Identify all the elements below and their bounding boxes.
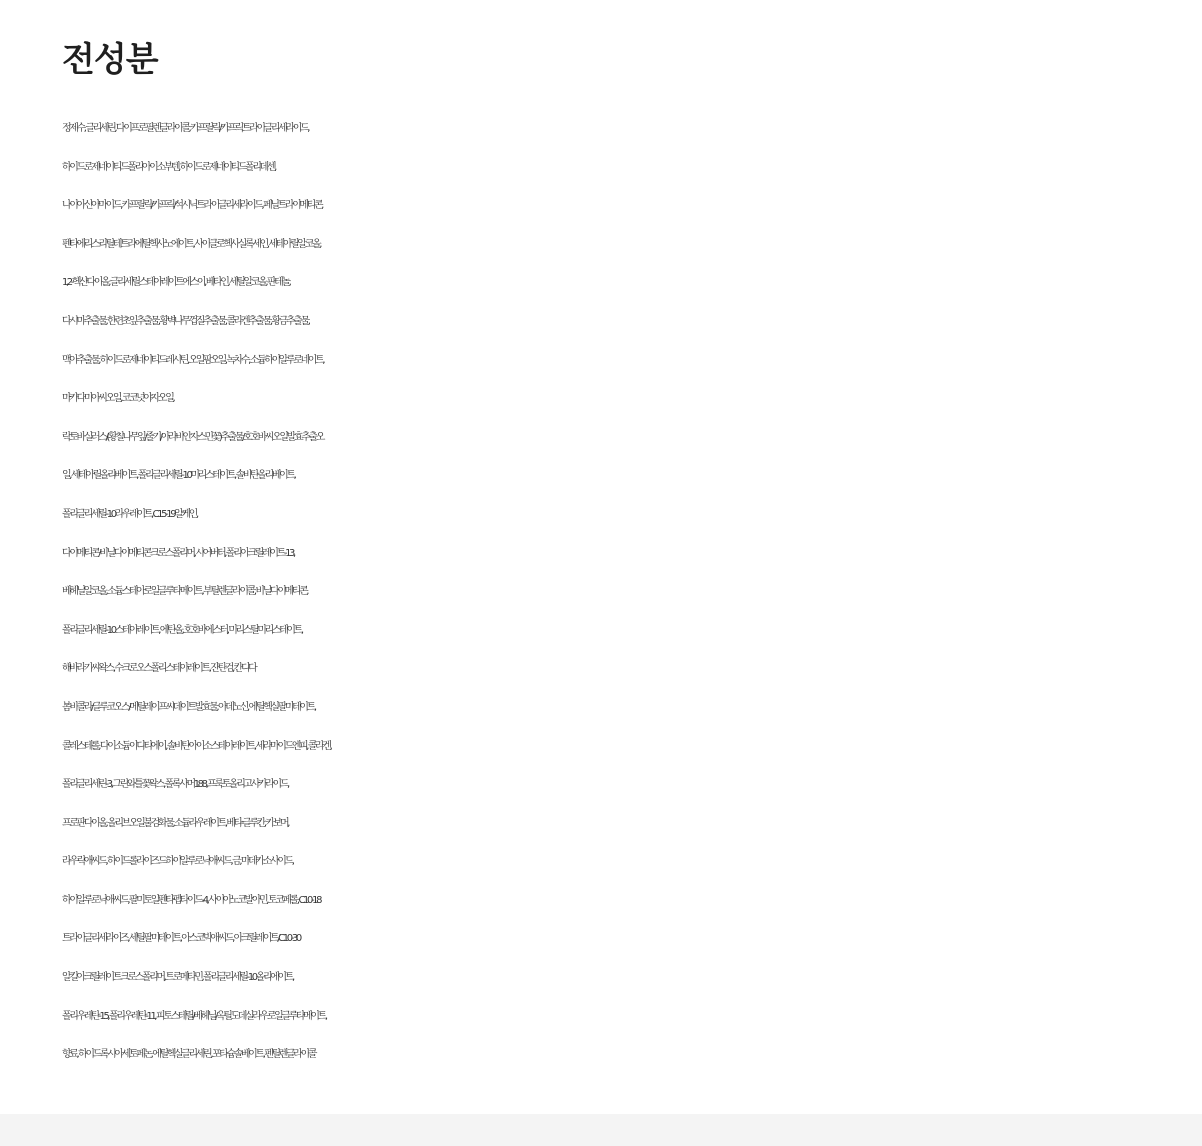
ingredient-line: 폴리우레탄-15, 폴리우레탄-11, 피토스테릴/베헤닐/옥틸도데실라우로일글루타메이트,: [62, 1010, 326, 1022]
ingredient-line: 향료, 하이드록시아세토페논, 에틸헥실글리세린, 포타슘솔베이트, 펜틸렌글라이콜: [62, 1049, 316, 1061]
ingredient-line: 정제수, 글리세린, 다이프로필렌글라이콜, 카프릴릭/카프릭트라이글리세라이드,: [62, 123, 308, 134]
ingredient-line: 펜타에리스리틸테트라에틸헥사노에이트, 사이클로헥사실록세인, 세테아릴알코올,: [62, 238, 320, 250]
ingredient-line: 다시마추출물, 한련초잎추출물, 황벽나무껍질추출물, 콜라겐추출물, 황금추출물,: [62, 315, 309, 327]
ingredient-line: 마카다미아씨오일, 코코넛야자오일,: [62, 393, 174, 405]
ingredient-line: 나이아신아마이드, 카프릴릭/카프릭/석시닉트라이글리세라이드, 페닐트라이메티콘,: [62, 200, 322, 212]
ingredient-line: 폴리글리세린-3, 그린와틀꽃왁스, 폴록사머188, 프룩토올리고사카라이드,: [62, 779, 288, 791]
ingredient-line: 폴리글리세릴-10라우레이트, C15-19알케인,: [62, 508, 197, 520]
ingredient-list: [62, 110, 1202, 1075]
bottom-divider-band: [0, 1114, 1202, 1146]
ingredient-line: 하이알루로닉애씨드, 팔미토일펜타펩타이드-4, 사이아노코발아민, 토코페롤, C10-18: [62, 894, 321, 906]
ingredient-line: 봄비콜라/글루코오스/메틸레이프씨데이트발효물, 아데노신, 에틸헥실팔미테이트,: [62, 701, 315, 713]
ingredient-line: 트라이글리세라이즈, 세틸팔미테이트, 아스코빅애씨드, 아크릴레이트/C10-30: [62, 933, 300, 945]
ingredient-line: 콜레스테롤, 다이소듐이디티에이, 솔비탄아이소스테아레이트, 세라마이드엔피, 콜라겐,: [62, 740, 331, 752]
ingredient-line: 해바라기씨왁스, 수크로오스폴리스테아레이트, 잔탄검, 칸디다: [62, 663, 256, 675]
ingredient-line: 1,2-헥산다이올, 글리세릴스테아레이트에스이, 베타인, 세틸알코올, 판테놀,: [62, 277, 290, 289]
ingredient-line: 프로판다이올, 올리브오일불검화물, 소듐라우레이트, 베타-글루칸, 카보머,: [62, 817, 289, 829]
ingredient-line: 다이메티콘/비닐다이메티콘크로스폴리머, 시어버터, 폴리아크릴레이트-13,: [62, 547, 294, 559]
ingredient-line: 락토바실러스/(황칠나무잎/줄기/아라비안자스민꽃)추출물/호호바씨오일발효추출오: [62, 431, 323, 443]
ingredient-line: 베헤닐알코올, 소듐스테아로일글루타메이트, 부틸렌글라이콜, 비닐다이메티콘,: [62, 586, 308, 598]
ingredient-line: 폴리글리세릴-10스테아레이트, 에탄올, 호호바에스터, 미리스틸미리스테이트,: [62, 624, 302, 636]
ingredient-line: 알킬아크릴레이트크로스폴리머, 트로메타민, 폴리글리세릴-10올리에이트,: [62, 972, 293, 984]
ingredient-line: 하이드로제네이티드폴리아이소부텐, 하이드로제네이티드폴리데센,: [62, 161, 275, 173]
ingredient-line: 맥아추출물, 하이드로제네이티드레시틴, 오일팜오일, 녹차수, 소듐하이알루로네이트,: [62, 354, 324, 366]
page-title: 전성분: [62, 40, 158, 80]
ingredient-line: 라우릭애씨드, 하이드롤라이즈드하이알루로닉애씨드, 금, 마데카소사이드,: [62, 856, 293, 868]
ingredient-line: 일, 세테아릴올리베이트, 폴리글리세릴-10미리스테이트, 솔비탄올리베이트,: [62, 470, 295, 482]
